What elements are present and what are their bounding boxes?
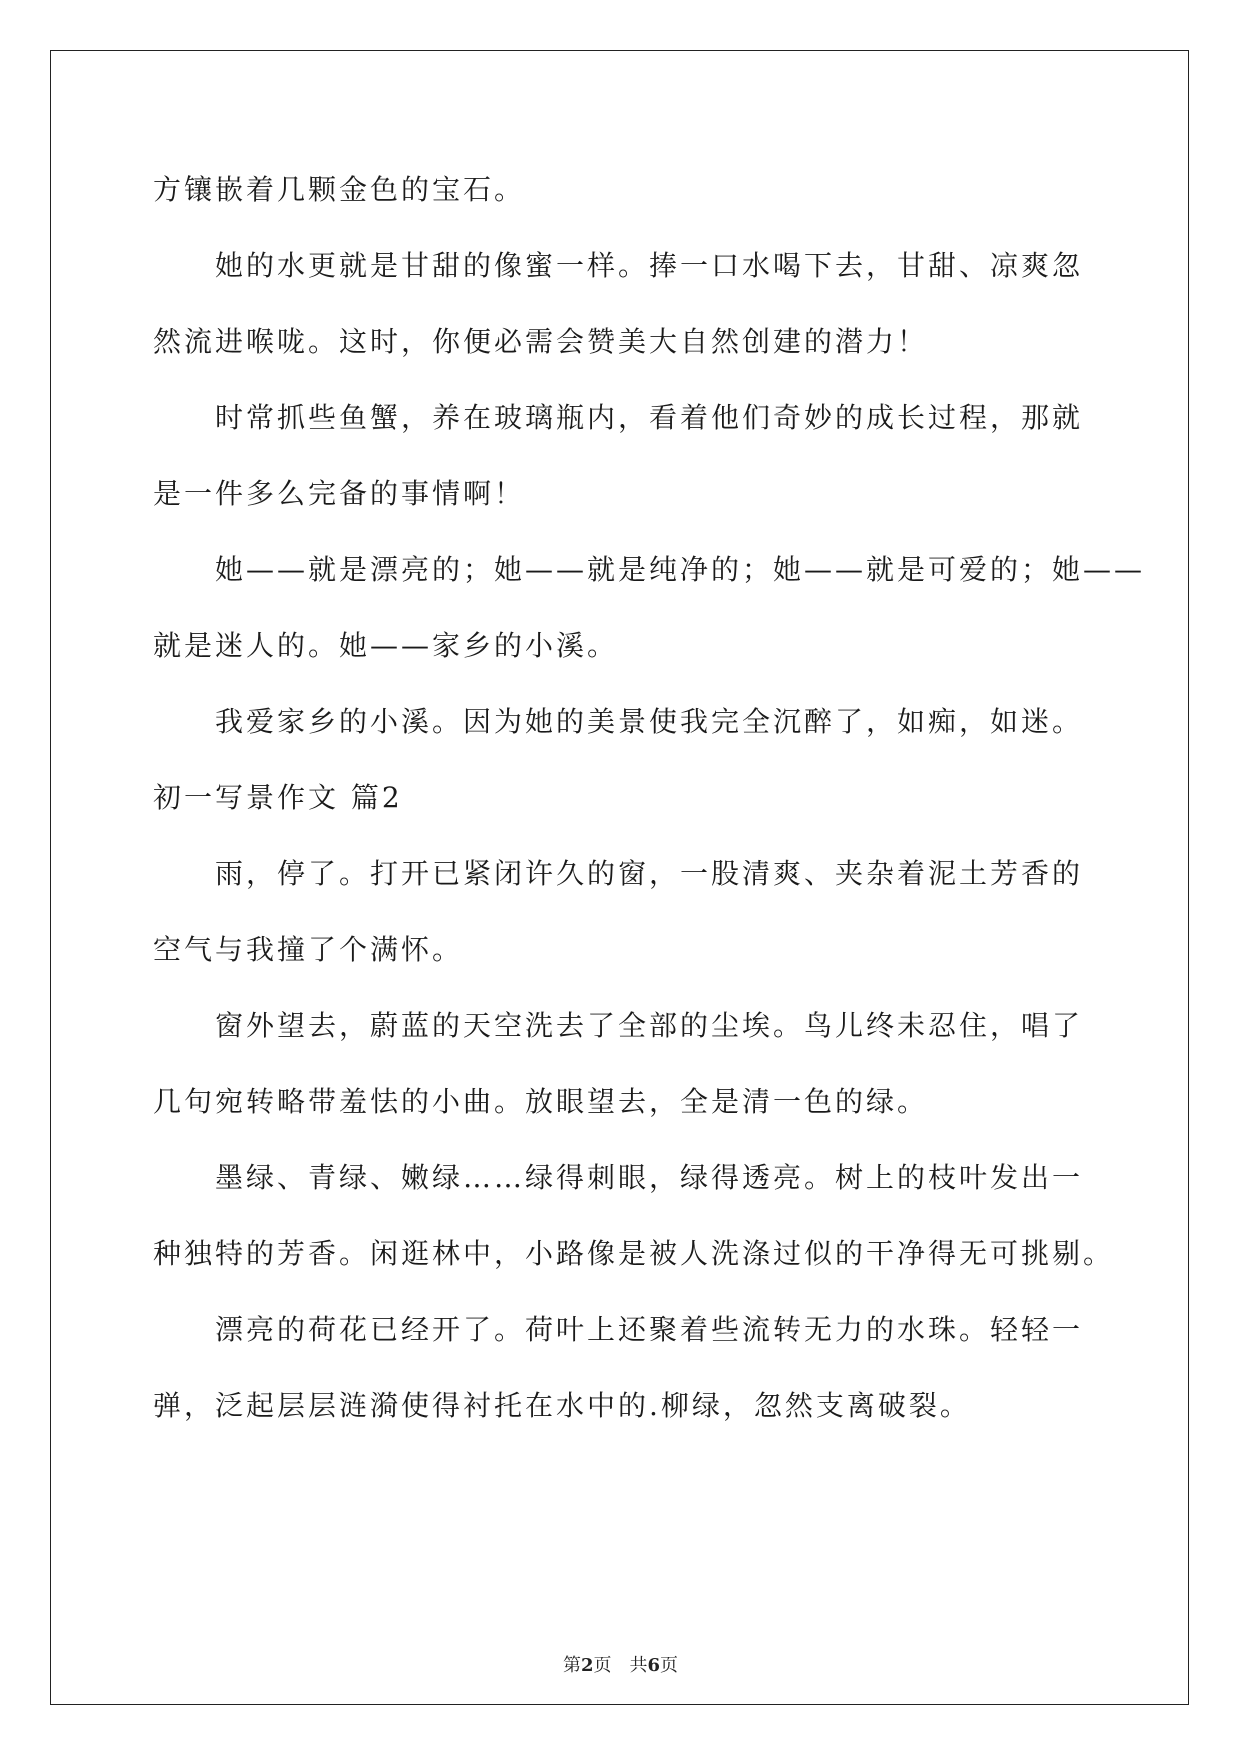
- paragraph-first-line: 我爱家乡的小溪。因为她的美景使我完全沉醉了，如痴，如迷。: [215, 705, 1084, 738]
- text-line: 然流进喉咙。这时，你便必需会赞美大自然创建的潜力！: [153, 325, 929, 358]
- page-number-prefix: 第: [562, 1655, 581, 1676]
- paragraph-first-line: 时常抓些鱼蟹，养在玻璃瓶内，看着他们奇妙的成长过程，那就: [215, 401, 1084, 434]
- text-line: 是一件多么完备的事情啊！: [153, 477, 526, 510]
- total-pages-number: 6: [647, 1655, 661, 1676]
- page-footer: [0, 1655, 1241, 1677]
- text-line: 种独特的芳香。闲逛林中，小路像是被人洗涤过似的干净得无可挑剔。: [153, 1237, 1115, 1270]
- text-line: 弹，泛起层层涟漪使得衬托在水中的.柳绿，忽然支离破裂。: [153, 1389, 971, 1422]
- page-number-suffix: 页: [593, 1655, 612, 1676]
- paragraph-first-line: 窗外望去，蔚蓝的天空洗去了全部的尘埃。鸟儿终未忍住，唱了: [215, 1009, 1084, 1042]
- paragraph-first-line: 墨绿、青绿、嫩绿……绿得刺眼，绿得透亮。树上的枝叶发出一: [215, 1161, 1084, 1194]
- text-line: 方镶嵌着几颗金色的宝石。: [153, 173, 526, 206]
- section-heading: 初一写景作文 篇2: [153, 781, 403, 814]
- total-pages-prefix: 共: [629, 1655, 648, 1676]
- total-pages-suffix: 页: [660, 1655, 679, 1676]
- paragraph-first-line: 她——就是漂亮的；她——就是纯净的；她——就是可爱的；她——: [215, 553, 1146, 586]
- paragraph-first-line: 她的水更就是甘甜的像蜜一样。捧一口水喝下去，甘甜、凉爽忽: [215, 249, 1084, 282]
- text-line: 空气与我撞了个满怀。: [153, 933, 464, 966]
- text-line: 就是迷人的。她——家乡的小溪。: [153, 629, 619, 662]
- text-line: 几句宛转略带羞怯的小曲。放眼望去，全是清一色的绿。: [153, 1085, 929, 1118]
- paragraph-first-line: 雨，停了。打开已紧闭许久的窗，一股清爽、夹杂着泥土芳香的: [215, 857, 1084, 890]
- current-page-number: 2: [580, 1655, 594, 1676]
- paragraph-first-line: 漂亮的荷花已经开了。荷叶上还聚着些流转无力的水珠。轻轻一: [215, 1313, 1084, 1346]
